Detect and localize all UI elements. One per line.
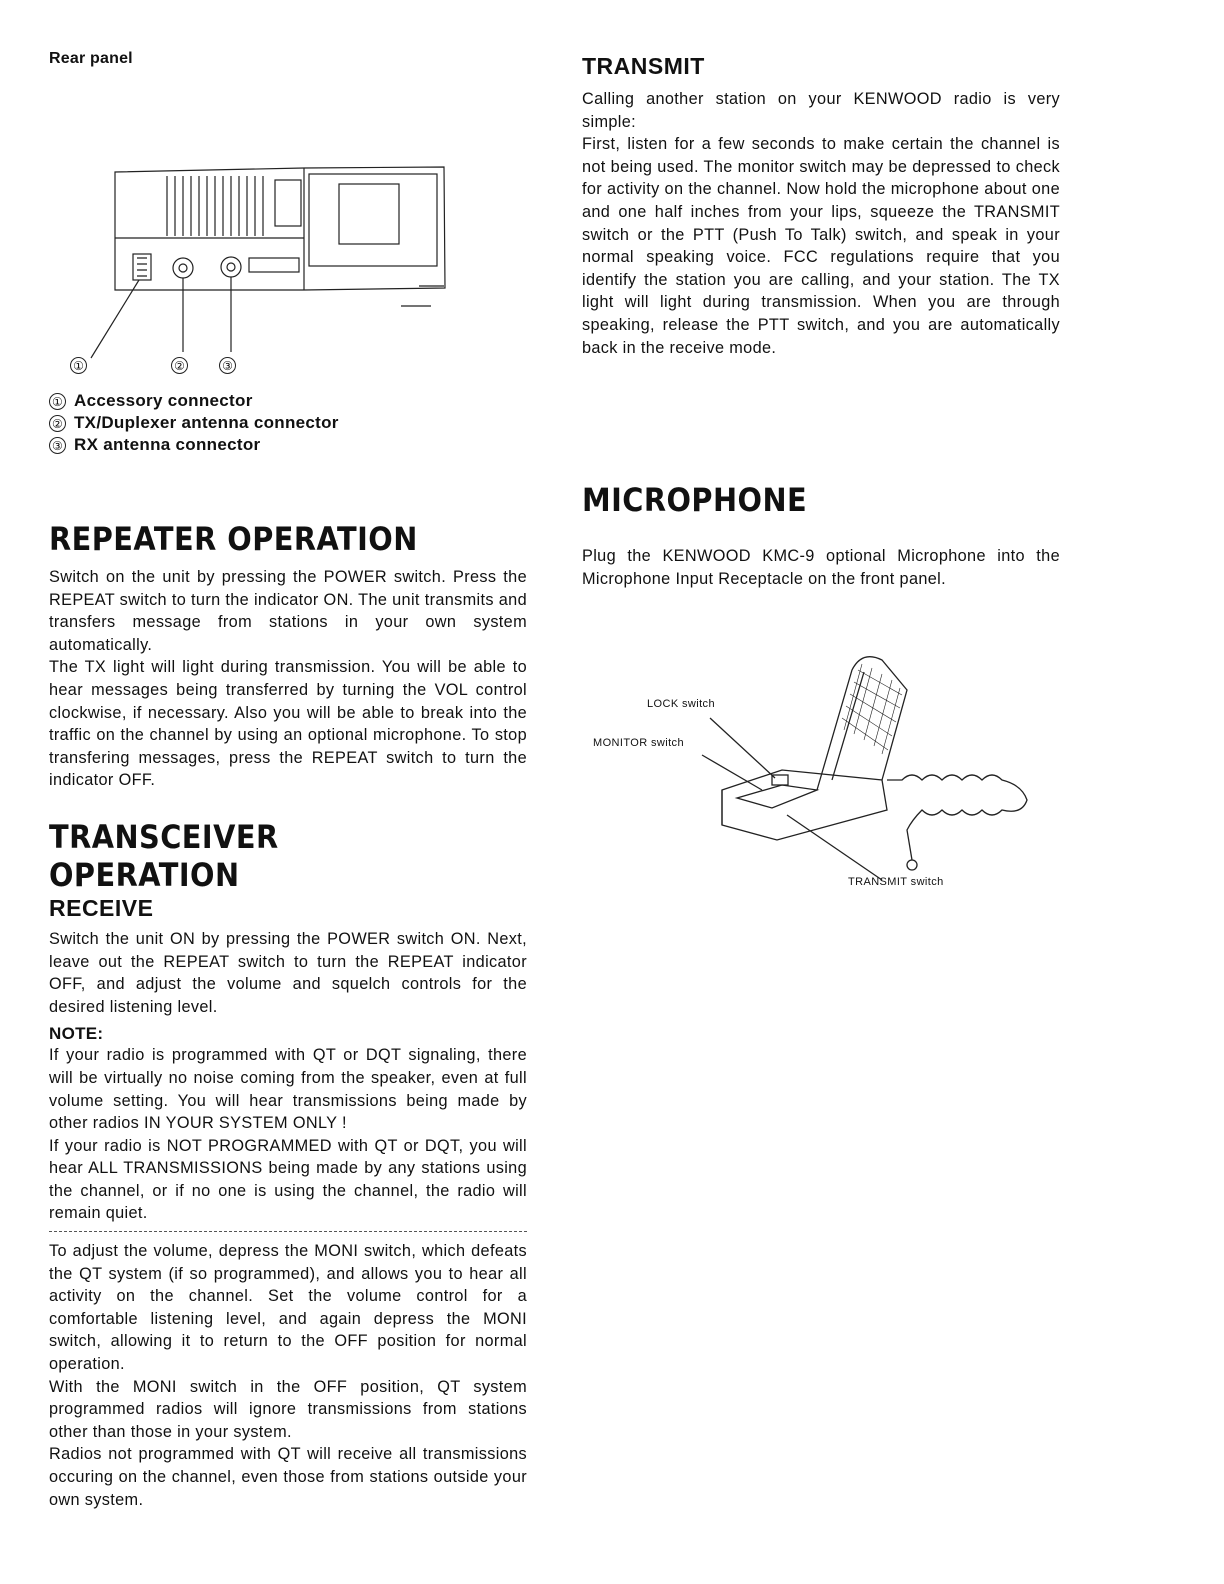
legend-number: ① (49, 393, 66, 410)
transmit-body (582, 88, 1060, 359)
callout-1: ① (70, 357, 87, 374)
legend-text: TX/Duplexer antenna connector (74, 413, 339, 432)
connector-legend (49, 390, 527, 456)
microphone-illustration (582, 630, 1052, 900)
microphone-body (582, 545, 1060, 590)
microphone-diagram (582, 630, 982, 900)
receive-body (49, 928, 527, 1018)
paragraph: Switch the unit ON by pressing the POWER switch ON. Next, leave out the REPEAT switch to turn the REPEAT indicator OFF, and adjust the volume and squelch controls for the desired listening level. (49, 929, 527, 1016)
paragraph: Calling another station on your KENWOOD radio is very simple: (582, 90, 1060, 131)
microphone-heading: MICROPHONE (582, 481, 808, 520)
legend-number: ③ (49, 437, 66, 454)
paragraph: If your radio is NOT PROGRAMMED with QT or DQT, you will hear ALL TRANSMISSIONS being made by any stations using the channel, or if no one is using the channel, the radio will remain quiet. (49, 1136, 527, 1223)
callout-3: ③ (219, 357, 236, 374)
legend-number: ② (49, 415, 66, 432)
legend-text: Accessory connector (74, 391, 253, 410)
transceiver-heading: TRANSCEIVER OPERATION (49, 817, 279, 894)
transmit-switch-label: TRANSMIT switch (848, 876, 944, 889)
note-divider (49, 1231, 527, 1232)
note-body (49, 1044, 527, 1225)
lock-switch-label: LOCK switch (647, 698, 715, 711)
paragraph: To adjust the volume, depress the MONI switch, which defeats the QT system (if so programmed), and allows you to hear all activity on the channel. Set the volume control for a comfortable listening level, and again depress the MONI switch, allowing it to return to the OFF position for normal operation. (49, 1242, 527, 1374)
paragraph: Switch on the unit by pressing the POWER switch. Press the REPEAT switch to turn the indicator ON. The unit transmits and transfers message from stations in your own system automatically. (49, 568, 527, 654)
paragraph: Radios not programmed with QT will receive all transmissions occuring on the channel, even those from stations outside your own system. (49, 1445, 527, 1509)
right-column (582, 52, 1060, 900)
paragraph: The TX light will light during transmission. You will be able to hear messages being transferred by turning the VOL control clockwise, if necessary. Also you will be able to break into the traffic on the channel by using an optional microphone. To stop transfering messages, press the REPEAT switch to turn the indicator OFF. (49, 658, 527, 790)
left-column (49, 50, 527, 1511)
legend-item (49, 434, 527, 456)
transmit-heading: TRANSMIT (582, 53, 705, 79)
adjust-body (49, 1240, 527, 1511)
monitor-switch-label: MONITOR switch (593, 737, 684, 750)
note-heading: NOTE: (49, 1024, 104, 1044)
callout-2: ② (171, 357, 188, 374)
repeater-heading: REPEATER OPERATION (49, 520, 418, 558)
paragraph: Plug the KENWOOD KMC-9 optional Microphone into the Microphone Input Receptacle on the front panel. (582, 547, 1060, 588)
rear-panel-heading: Rear panel (49, 50, 133, 67)
receive-heading: RECEIVE (49, 894, 154, 921)
legend-item (49, 412, 527, 434)
legend-item (49, 390, 527, 412)
paragraph: First, listen for a few seconds to make certain the channel is not being used. The monitor switch may be depressed to check for activity on the channel. Now hold the microphone about one and one half inches from your lips, squeeze the TRANSMIT switch or the PTT (Push To Talk) switch, and speak in your normal speaking voice. FCC regulations require that you identify the station you are calling, and your station. The TX light will light during transmission. When you are through speaking, release the PTT switch, and you are automatically back in the receive mode. (582, 135, 1060, 357)
legend-text: RX antenna connector (74, 435, 261, 454)
paragraph: With the MONI switch in the OFF position, QT system programmed radios will ignore transmissions from stations other than those in your system. (49, 1377, 527, 1441)
paragraph: If your radio is programmed with QT or DQT signaling, there will be virtually no noise coming from the speaker, even at full volume setting. You will hear transmissions being made by other radios IN YOUR SYSTEM ONLY ! (49, 1046, 527, 1133)
rear-panel-illustration (49, 68, 449, 386)
repeater-body (49, 566, 527, 792)
rear-panel-diagram (49, 68, 449, 386)
